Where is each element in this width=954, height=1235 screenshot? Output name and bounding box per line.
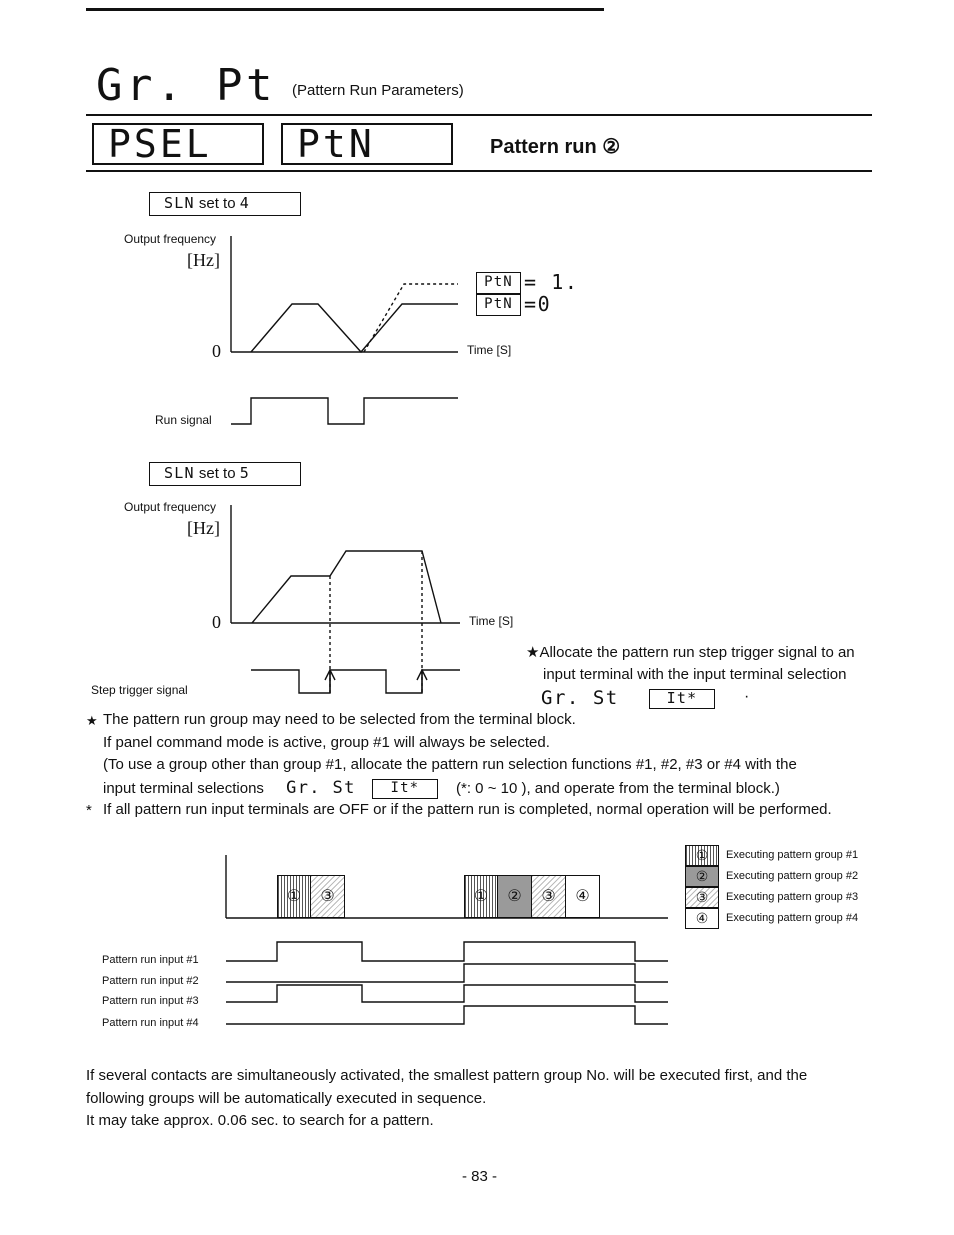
- input-2-trace: [226, 964, 668, 982]
- allocate-code: Gr. St: [541, 687, 619, 709]
- legend-label-4: Executing pattern group #4: [726, 912, 859, 924]
- note1-line1: The pattern run group may need to be selected from the terminal block.: [103, 711, 576, 728]
- d2-step-trigger: [251, 670, 460, 693]
- input-1-trace: [226, 942, 668, 961]
- setting-value: 4: [239, 194, 250, 212]
- x-axis-label-1: Time [S]: [467, 343, 512, 357]
- legend-swatch-3: ③: [685, 887, 719, 908]
- setting-code: SLN: [164, 464, 195, 482]
- allocate-dot: ·: [744, 688, 750, 705]
- y-axis-label-1: Output frequency: [124, 232, 217, 246]
- setting-text: set to: [198, 195, 236, 212]
- pattern-input-label-4: Pattern run input #4: [102, 1017, 199, 1029]
- d1-frequency-dashed: [364, 284, 458, 352]
- legend-label-2: Executing pattern group #2: [726, 870, 859, 882]
- note1-line4-box: It*: [372, 779, 438, 799]
- setting-text: set to: [198, 465, 236, 482]
- x-axis-label-2: Time [S]: [469, 614, 514, 628]
- footer-line2: following groups will be automatically executed in sequence.: [86, 1090, 487, 1107]
- page-number: - 83 -: [462, 1168, 498, 1185]
- setting-value: 5: [239, 464, 250, 482]
- note1-line4-range: (*: 0 ~ 10 ): [456, 780, 527, 797]
- pattern-input-label-2: Pattern run input #2: [102, 975, 199, 987]
- ptn-value-1: = 1.: [524, 270, 579, 294]
- allocate-note-line1: ★Allocate the pattern run step trigger signal to an: [526, 644, 855, 661]
- note1-line2: If panel command mode is active, group #1 will always be selected.: [103, 734, 550, 751]
- pattern-input-label-1: Pattern run input #1: [102, 954, 199, 966]
- ptn-value-2: =0: [524, 292, 552, 316]
- d1-frequency-trace: [251, 304, 458, 352]
- footer-line3: It may take approx. 0.06 sec. to search for a pattern.: [86, 1112, 434, 1129]
- ptn-label-2: PtN: [476, 294, 521, 316]
- note1-line4-text: input terminal selections: [103, 780, 264, 797]
- note1-line4-tail: , and operate from the terminal block.): [526, 780, 780, 797]
- y-axis-unit-1: [Hz]: [187, 250, 220, 270]
- allocate-box: It*: [649, 689, 715, 709]
- note-star-2: *: [86, 802, 92, 819]
- zero-label-1: 0: [212, 341, 221, 361]
- group-code: Gr. Pt: [96, 60, 277, 111]
- d2-frequency-trace: [252, 551, 441, 623]
- legend-label-3: Executing pattern group #3: [726, 891, 859, 903]
- pattern-input-label-3: Pattern run input #3: [102, 995, 199, 1007]
- param-code-ptn: PtN: [281, 123, 453, 165]
- block2-group-3: ③: [532, 875, 566, 918]
- legend-swatch-2: ②: [685, 866, 719, 887]
- section-title: Pattern run ②: [490, 136, 621, 158]
- zero-label-2: 0: [212, 612, 221, 632]
- y-axis-unit-2: [Hz]: [187, 518, 220, 538]
- block1-group-1: ①: [277, 875, 311, 918]
- block2-group-1: ①: [464, 875, 498, 918]
- d2-arrow-1: [325, 670, 335, 693]
- group-description: (Pattern Run Parameters): [292, 82, 464, 99]
- note-star-1: ★: [86, 713, 98, 728]
- block1-group-3: ③: [311, 875, 345, 918]
- param-code-psel: PSEL: [92, 123, 264, 165]
- d2-arrow-2: [417, 670, 427, 693]
- y-axis-label-2: Output frequency: [124, 500, 217, 514]
- legend-swatch-1: ①: [685, 845, 719, 866]
- note1-line3: (To use a group other than group #1, allocate the pattern run selection functions #1, #2, #3 or #4 with the: [103, 756, 797, 773]
- input-3-trace: [226, 985, 668, 1002]
- ptn-label-1: PtN: [476, 272, 521, 294]
- legend-swatch-4: ④: [685, 908, 719, 929]
- step-trigger-label: Step trigger signal: [91, 683, 188, 697]
- note2: If all pattern run input terminals are OFF or if the pattern run is completed, normal operation will be performed.: [103, 801, 832, 818]
- note1-line4-code: Gr. St: [286, 778, 356, 798]
- input-4-trace: [226, 1006, 668, 1024]
- setting-code: SLN: [164, 194, 195, 212]
- block2-group-4: ④: [566, 875, 600, 918]
- block2-group-2: ②: [498, 875, 532, 918]
- allocate-note-line2: input terminal with the input terminal selection: [543, 666, 847, 683]
- run-signal-label: Run signal: [155, 413, 212, 427]
- footer-line1: If several contacts are simultaneously activated, the smallest pattern group No. will be executed first, and the: [86, 1067, 808, 1084]
- d1-run-signal: [231, 398, 458, 424]
- legend-label-1: Executing pattern group #1: [726, 849, 859, 861]
